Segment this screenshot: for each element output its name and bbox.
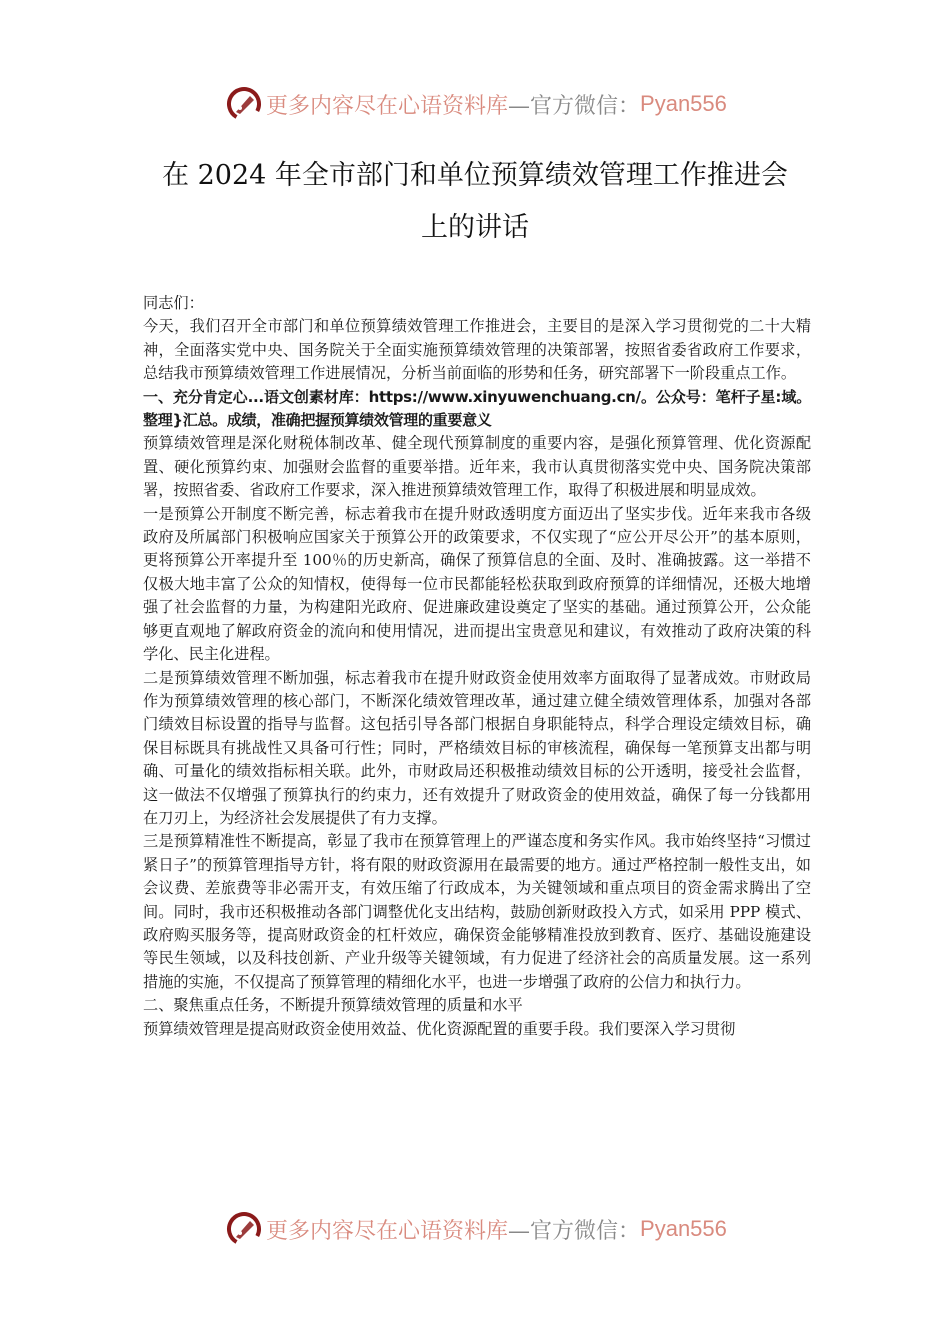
paragraph: 预算绩效管理是深化财税体制改革、健全现代预算制度的重要内容，是强化预算管理、优化资源配置、硬化预算约束、加强财会监督的重要举措。近年来，我市认真贯彻落实党中央、国务院决策部署，按照省委、省政府工作要求，深入推进预算绩效管理工作，取得了积极进展和明显成效。 (143, 434, 811, 500)
watermark-wechat-id: Pyan556 (640, 1216, 727, 1241)
watermark-wechat-label: —官方微信： (508, 1218, 641, 1244)
title-line-1: 在 2024 年全市部门和单位预算绩效管理工作推进会 (162, 160, 788, 191)
paragraph: 一是预算公开制度不断完善，标志着我市在提升财政透明度方面迈出了坚实步伐。近年来我市各级政府及所属部门积极响应国家关于预算公开的政策要求，不仅实现了“应公开尽公开”的基本原则，更将预算公开率提升至 100％的历史新高，确保了预算信息的全面、及时、准确披露。这一举措不仅极大地丰富了公众的知情权，使得每一位市民都能轻松获取到政府预算的详细情况，还极大地增强了社会监督的力量，为构建阳光政府、促进廉政建设奠定了坚实的基础。通过预算公开，公众能够更直观地了解政府资金的流向和使用情况，进而提出宝贵意见和建议，有效推动了政府决策的科学化、民主化进程。 (143, 504, 811, 664)
title-line-2: 上的讲话 (421, 212, 529, 243)
paragraph-intro: 今天，我们召开全市部门和单位预算绩效管理工作推进会，主要目的是深入学习贯彻党的二十大精神，全面落实党中央、国务院关于全面实施预算绩效管理的决策部署，按照省委省政府工作要求，总结我市预算绩效管理工作进展情况，分析当前面临的形势和任务，研究部署下一阶段重点工作。 (143, 317, 811, 383)
watermark-wechat-id: Pyan556 (640, 91, 727, 116)
paragraph: 二是预算绩效管理不断加强，标志着我市在提升财政资金使用效率方面取得了显著成效。市财政局作为预算绩效管理的核心部门，不断深化绩效管理改革，通过建立健全绩效管理体系，加强对各部门绩效目标设置的指导与监督。这包括引导各部门根据自身职能特点，科学合理设定绩效目标，确保目标既具有挑战性又具备可行性；同时，严格绩效目标的审核流程，确保每一笔预算支出都与明确、可量化的绩效指标相关联。此外，市财政局还积极推动绩效目标的公开透明，接受社会监督，这一做法不仅增强了预算执行的约束力，还有效提升了财政资金的使用效益，确保了每一分钱都用在刀刃上，为经济社会发展提供了有力支撑。 (143, 668, 811, 827)
section-heading-1: 一、充分肯定心...语文创素材库：https://www.xinyuwenchuang.cn/。公众号：笔杆子星:域。整理}汇总。成绩，准确把握预算绩效管理的重要意义 (143, 387, 811, 430)
quill-logo-icon (226, 86, 262, 122)
document-title (140, 150, 810, 254)
watermark-banner-top (226, 84, 727, 124)
salutation: 同志们： (143, 294, 204, 312)
watermark-banner-bottom (226, 1209, 727, 1249)
watermark-text: 更多内容尽在心语资料库 (266, 1218, 509, 1244)
section-heading-2: 二、聚焦重点任务，不断提升预算绩效管理的质量和水平 (143, 996, 523, 1015)
watermark-text: 更多内容尽在心语资料库 (266, 93, 509, 119)
watermark-wechat-label: —官方微信： (508, 93, 641, 119)
paragraph: 三是预算精准性不断提高，彰显了我市在预算管理上的严谨态度和务实作风。我市始终坚持“习惯过紧日子”的预算管理指导方针，将有限的财政资源用在最需要的地方。通过严格控制一般性支出，如会议费、差旅费等非必需开支，有效压缩了行政成本，为关键领域和重点项目的资金需求腾出了空间。同时，我市还积极推动各部门调整优化支出结构，鼓励创新财政投入方式，如采用 PPP 模式、政府购买服务等，提高财政资金的杠杆效应，确保资金能够精准投放到教育、医疗、基础设施建设等民生领域，以及科技创新、产业升级等关键领域，有力促进了经济社会的高质量发展。这一系列措施的实施，不仅提高了预算管理的精细化水平，也进一步增强了政府的公信力和执行力。 (143, 832, 811, 991)
paragraph: 预算绩效管理是提高财政资金使用效益、优化资源配置的重要手段。我们要深入学习贯彻 (143, 1019, 736, 1038)
document-body (143, 292, 811, 1041)
quill-logo-icon (226, 1211, 262, 1247)
